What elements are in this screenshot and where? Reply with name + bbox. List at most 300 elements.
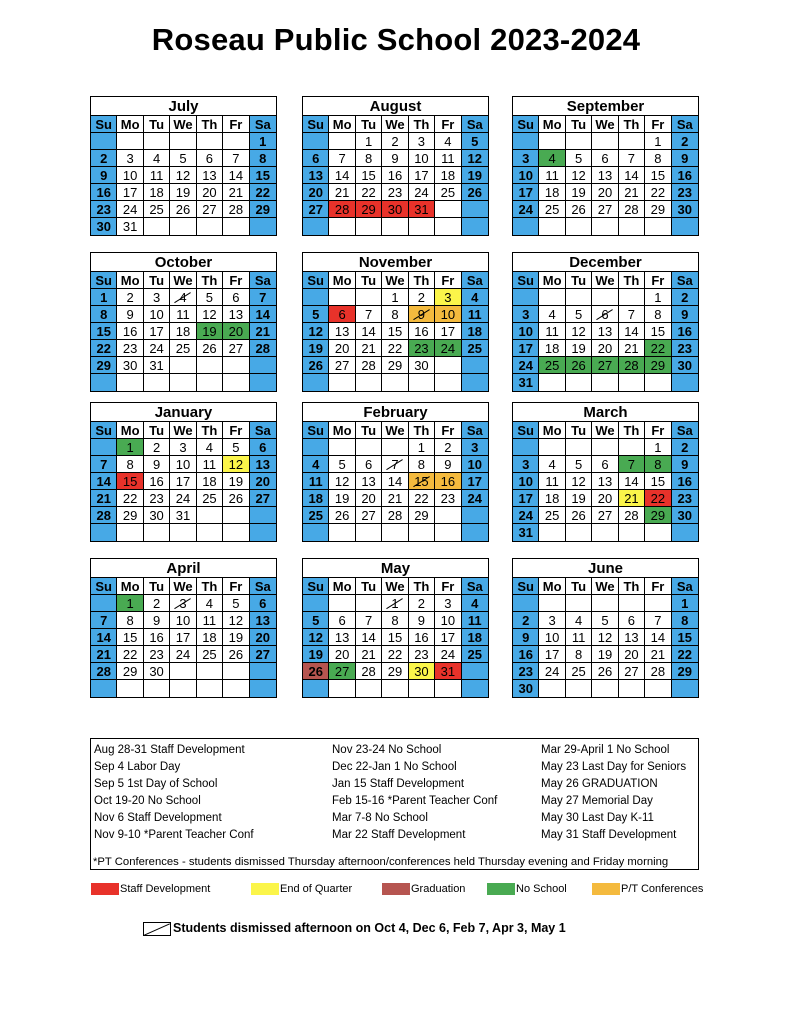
empty-day-cell [592,439,618,456]
day-cell: 14 [223,167,249,184]
day-cell: 2 [144,439,170,456]
slash-box-icon [143,922,171,936]
empty-day-cell [250,524,276,541]
month-february [302,402,489,542]
day-cell: 29 [250,201,276,218]
day-cell: 15 [117,629,143,646]
weekday-header: Th [409,578,435,595]
day-cell: 12 [223,456,249,473]
weekday-header: Sa [462,116,488,133]
day-cell: 7 [91,456,117,473]
weekday-header: Mo [539,578,565,595]
empty-day-cell [356,680,382,697]
day-cell: 11 [462,306,488,323]
day-cell: 11 [303,473,329,490]
footnote: *PT Conferences - students dismissed Thursday afternoon/conferences held Thursday evening and Friday morning [93,856,669,868]
empty-day-cell [672,218,698,235]
day-cell: 5 [303,612,329,629]
empty-day-cell [672,374,698,391]
day-cell: 24 [462,490,488,507]
empty-day-cell [435,507,461,524]
day-cell: 27 [250,646,276,663]
day-cell: 22 [409,490,435,507]
day-cell: 23 [435,490,461,507]
dismissal-note: Students dismissed afternoon on Oct 4, Dec 6, Feb 7, Apr 3, May 1 [143,920,566,936]
weekday-header: Tu [566,272,592,289]
day-cell: 29 [117,663,143,680]
day-cell: 10 [513,323,539,340]
weekday-header: Sa [672,578,698,595]
weekday-header: Tu [144,578,170,595]
day-cell: 12 [566,167,592,184]
event-item: Sep 4 Labor Day [94,761,181,773]
day-cell: 12 [462,150,488,167]
day-cell: 3 [539,612,565,629]
empty-day-cell [566,289,592,306]
month-april [90,558,277,698]
day-cell: 31 [513,374,539,391]
empty-day-cell [329,524,355,541]
day-cell: 25 [197,646,223,663]
day-cell: 9 [435,456,461,473]
month-june [512,558,699,698]
day-cell: 25 [144,201,170,218]
day-cell: 19 [303,340,329,357]
empty-day-cell [592,133,618,150]
day-cell: 12 [566,473,592,490]
weekday-header: Th [197,422,223,439]
day-cell: 8 [382,306,408,323]
day-cell: 30 [382,201,408,218]
empty-day-cell [197,374,223,391]
day-cell: 15 [382,323,408,340]
weekday-header: Sa [250,578,276,595]
empty-day-cell [117,133,143,150]
day-cell: 17 [513,184,539,201]
empty-day-cell [170,218,196,235]
day-cell: 17 [435,323,461,340]
empty-day-cell [382,680,408,697]
day-cell: 22 [117,646,143,663]
month-may [302,558,489,698]
month-title: June [513,559,698,578]
day-cell: 23 [91,201,117,218]
day-cell: 19 [329,490,355,507]
day-cell: 28 [619,201,645,218]
day-cell: 1 [645,289,671,306]
day-cell: 12 [566,323,592,340]
empty-day-cell [566,439,592,456]
empty-day-cell [539,133,565,150]
day-cell: 3 [513,306,539,323]
empty-day-cell [539,524,565,541]
day-cell: 15 [117,473,143,490]
event-item: Oct 19-20 No School [94,795,201,807]
day-cell: 6 [250,595,276,612]
day-cell: 13 [197,167,223,184]
empty-day-cell [382,439,408,456]
day-cell: 13 [223,306,249,323]
empty-day-cell [409,680,435,697]
empty-day-cell [144,374,170,391]
day-cell: 1 [117,439,143,456]
day-cell: 8 [382,612,408,629]
empty-day-cell [91,680,117,697]
day-cell: 15 [250,167,276,184]
empty-day-cell [462,507,488,524]
no-school-swatch [487,883,515,895]
empty-day-cell [619,439,645,456]
day-cell: 16 [672,167,698,184]
day-cell: 24 [170,646,196,663]
empty-day-cell [329,289,355,306]
weekday-header: Su [91,116,117,133]
weekday-header: Th [619,578,645,595]
day-cell: 18 [539,184,565,201]
day-cell: 30 [117,357,143,374]
day-cell: 26 [329,507,355,524]
empty-day-cell [619,524,645,541]
weekday-header: Fr [223,422,249,439]
empty-day-cell [303,680,329,697]
day-cell: 12 [329,473,355,490]
day-cell: 17 [409,167,435,184]
empty-day-cell [619,133,645,150]
day-cell: 9 [144,612,170,629]
day-cell: 20 [250,473,276,490]
day-cell: 24 [539,663,565,680]
day-cell: 11 [197,456,223,473]
empty-day-cell [382,218,408,235]
empty-day-cell [91,374,117,391]
day-cell: 23 [672,340,698,357]
day-cell: 9 [144,456,170,473]
weekday-header: We [382,578,408,595]
day-cell: 8 [645,306,671,323]
empty-day-cell [592,374,618,391]
event-item: Feb 15-16 *Parent Teacher Conf [332,795,498,807]
day-cell: 14 [250,306,276,323]
day-cell: 9 [382,150,408,167]
event-item: Mar 29-April 1 No School [541,744,670,756]
empty-day-cell [462,524,488,541]
day-cell: 28 [356,663,382,680]
empty-day-cell [329,595,355,612]
day-cell: 17 [513,490,539,507]
day-cell: 3 [170,439,196,456]
weekday-header: We [170,578,196,595]
month-grid [91,272,276,391]
day-cell: 14 [356,629,382,646]
weekday-header: Fr [435,578,461,595]
day-cell: 13 [592,323,618,340]
day-cell: 2 [435,439,461,456]
empty-day-cell [592,524,618,541]
weekday-header: Fr [645,272,671,289]
day-cell: 9 [117,306,143,323]
day-cell: 16 [672,323,698,340]
day-cell: 13 [619,629,645,646]
day-cell: 11 [170,306,196,323]
empty-day-cell [409,524,435,541]
day-cell: 2 [91,150,117,167]
empty-day-cell [197,524,223,541]
empty-day-cell [144,524,170,541]
day-cell: 8 [356,150,382,167]
month-december [512,252,699,392]
weekday-header: Fr [223,116,249,133]
month-grid [303,272,488,391]
empty-day-cell [170,663,196,680]
weekday-header: We [592,578,618,595]
day-cell: 29 [382,663,408,680]
day-cell: 22 [117,490,143,507]
weekday-header: Mo [329,116,355,133]
day-cell: 23 [672,490,698,507]
month-title: September [513,97,698,116]
day-cell: 27 [250,490,276,507]
day-cell: 16 [91,184,117,201]
day-cell: 26 [303,663,329,680]
empty-day-cell [539,374,565,391]
day-cell: 24 [409,184,435,201]
day-cell: 23 [672,184,698,201]
weekday-header: Mo [539,422,565,439]
day-cell: 16 [144,629,170,646]
day-cell: 15 [91,323,117,340]
day-cell: 10 [513,167,539,184]
day-cell: 1 [117,595,143,612]
day-cell: 1 [91,289,117,306]
empty-day-cell [197,663,223,680]
empty-day-cell [170,133,196,150]
weekday-header: Mo [117,422,143,439]
weekday-header: We [382,422,408,439]
empty-day-cell [170,374,196,391]
empty-day-cell [303,439,329,456]
day-cell: 7 [645,612,671,629]
day-cell: 3 [435,289,461,306]
day-cell: 2 [382,133,408,150]
empty-day-cell [356,439,382,456]
day-cell: 21 [91,490,117,507]
day-cell: 7 [382,456,408,473]
day-cell: 9 [91,167,117,184]
weekday-header: Fr [645,116,671,133]
day-cell: 9 [513,629,539,646]
day-cell: 17 [117,184,143,201]
weekday-header: Sa [672,272,698,289]
weekday-header: Su [91,422,117,439]
day-cell: 20 [592,490,618,507]
day-cell: 4 [197,439,223,456]
day-cell: 28 [645,663,671,680]
day-cell: 18 [462,323,488,340]
day-cell: 23 [117,340,143,357]
day-cell: 14 [619,167,645,184]
day-cell: 21 [250,323,276,340]
weekday-header: Sa [462,422,488,439]
month-title: July [91,97,276,116]
empty-day-cell [645,524,671,541]
day-cell: 15 [356,167,382,184]
month-title: November [303,253,488,272]
day-cell: 5 [170,150,196,167]
day-cell: 17 [170,629,196,646]
day-cell: 7 [619,456,645,473]
month-grid [303,116,488,235]
weekday-header: We [170,116,196,133]
empty-day-cell [513,218,539,235]
event-item: May 27 Memorial Day [541,795,653,807]
day-cell: 4 [539,456,565,473]
empty-day-cell [566,218,592,235]
day-cell: 24 [144,340,170,357]
day-cell: 1 [382,595,408,612]
day-cell: 28 [223,201,249,218]
weekday-header: Su [303,116,329,133]
month-title: March [513,403,698,422]
empty-day-cell [117,680,143,697]
empty-day-cell [329,218,355,235]
day-cell: 6 [223,289,249,306]
day-cell: 29 [645,507,671,524]
day-cell: 5 [566,456,592,473]
day-cell: 4 [539,150,565,167]
empty-day-cell [462,663,488,680]
event-item: Nov 9-10 *Parent Teacher Conf [94,829,254,841]
day-cell: 6 [197,150,223,167]
day-cell: 11 [539,323,565,340]
month-grid [513,272,698,391]
day-cell: 5 [566,306,592,323]
day-cell: 3 [117,150,143,167]
empty-day-cell [250,218,276,235]
day-cell: 9 [409,306,435,323]
day-cell: 19 [223,629,249,646]
day-cell: 5 [303,306,329,323]
day-cell: 8 [672,612,698,629]
day-cell: 23 [409,646,435,663]
empty-day-cell [197,507,223,524]
event-item: Sep 5 1st Day of School [94,778,218,790]
day-cell: 2 [513,612,539,629]
day-cell: 14 [356,323,382,340]
weekday-header: Th [197,116,223,133]
empty-day-cell [513,289,539,306]
day-cell: 11 [435,150,461,167]
day-cell: 18 [539,340,565,357]
empty-day-cell [197,133,223,150]
day-cell: 3 [170,595,196,612]
weekday-header: Su [513,116,539,133]
weekday-header: Fr [223,578,249,595]
empty-day-cell [566,680,592,697]
day-cell: 9 [672,150,698,167]
empty-day-cell [223,218,249,235]
empty-day-cell [539,680,565,697]
weekday-header: Mo [539,272,565,289]
day-cell: 25 [566,663,592,680]
day-cell: 3 [462,439,488,456]
empty-day-cell [672,680,698,697]
month-november [302,252,489,392]
weekday-header: Su [513,422,539,439]
day-cell: 5 [223,439,249,456]
day-cell: 6 [329,306,355,323]
weekday-header: Sa [462,272,488,289]
event-item: Aug 28-31 Staff Development [94,744,245,756]
day-cell: 28 [250,340,276,357]
day-cell: 21 [382,490,408,507]
month-title: August [303,97,488,116]
day-cell: 27 [592,357,618,374]
event-item: May 31 Staff Development [541,829,677,841]
weekday-header: Tu [566,422,592,439]
weekday-header: We [170,272,196,289]
day-cell: 13 [250,612,276,629]
empty-day-cell [223,680,249,697]
day-cell: 24 [513,357,539,374]
weekday-header: Mo [539,116,565,133]
day-cell: 23 [144,490,170,507]
day-cell: 27 [303,201,329,218]
empty-day-cell [91,133,117,150]
empty-day-cell [356,374,382,391]
month-october [90,252,277,392]
day-cell: 14 [619,323,645,340]
day-cell: 6 [592,456,618,473]
day-cell: 19 [566,490,592,507]
staff-development-swatch [91,883,119,895]
day-cell: 27 [197,201,223,218]
empty-day-cell [223,507,249,524]
day-cell: 12 [303,323,329,340]
weekday-header: We [592,272,618,289]
empty-day-cell [409,374,435,391]
weekday-header: Sa [462,578,488,595]
day-cell: 15 [672,629,698,646]
day-cell: 28 [91,663,117,680]
day-cell: 30 [409,357,435,374]
day-cell: 12 [223,612,249,629]
weekday-header: Tu [144,116,170,133]
day-cell: 4 [197,595,223,612]
day-cell: 21 [619,340,645,357]
day-cell: 30 [672,357,698,374]
day-cell: 10 [170,612,196,629]
day-cell: 8 [566,646,592,663]
empty-day-cell [197,218,223,235]
day-cell: 29 [117,507,143,524]
day-cell: 13 [329,629,355,646]
month-title: December [513,253,698,272]
page-title: Roseau Public School 2023-2024 [151,22,641,57]
events-column-2 [332,742,497,844]
day-cell: 30 [513,680,539,697]
day-cell: 28 [382,507,408,524]
day-cell: 12 [170,167,196,184]
event-item: Nov 23-24 No School [332,744,442,756]
day-cell: 11 [462,612,488,629]
day-cell: 14 [329,167,355,184]
day-cell: 26 [223,646,249,663]
weekday-header: Th [409,116,435,133]
event-item: May 30 Last Day K-11 [541,812,654,824]
day-cell: 19 [197,323,223,340]
day-cell: 1 [672,595,698,612]
empty-day-cell [303,133,329,150]
